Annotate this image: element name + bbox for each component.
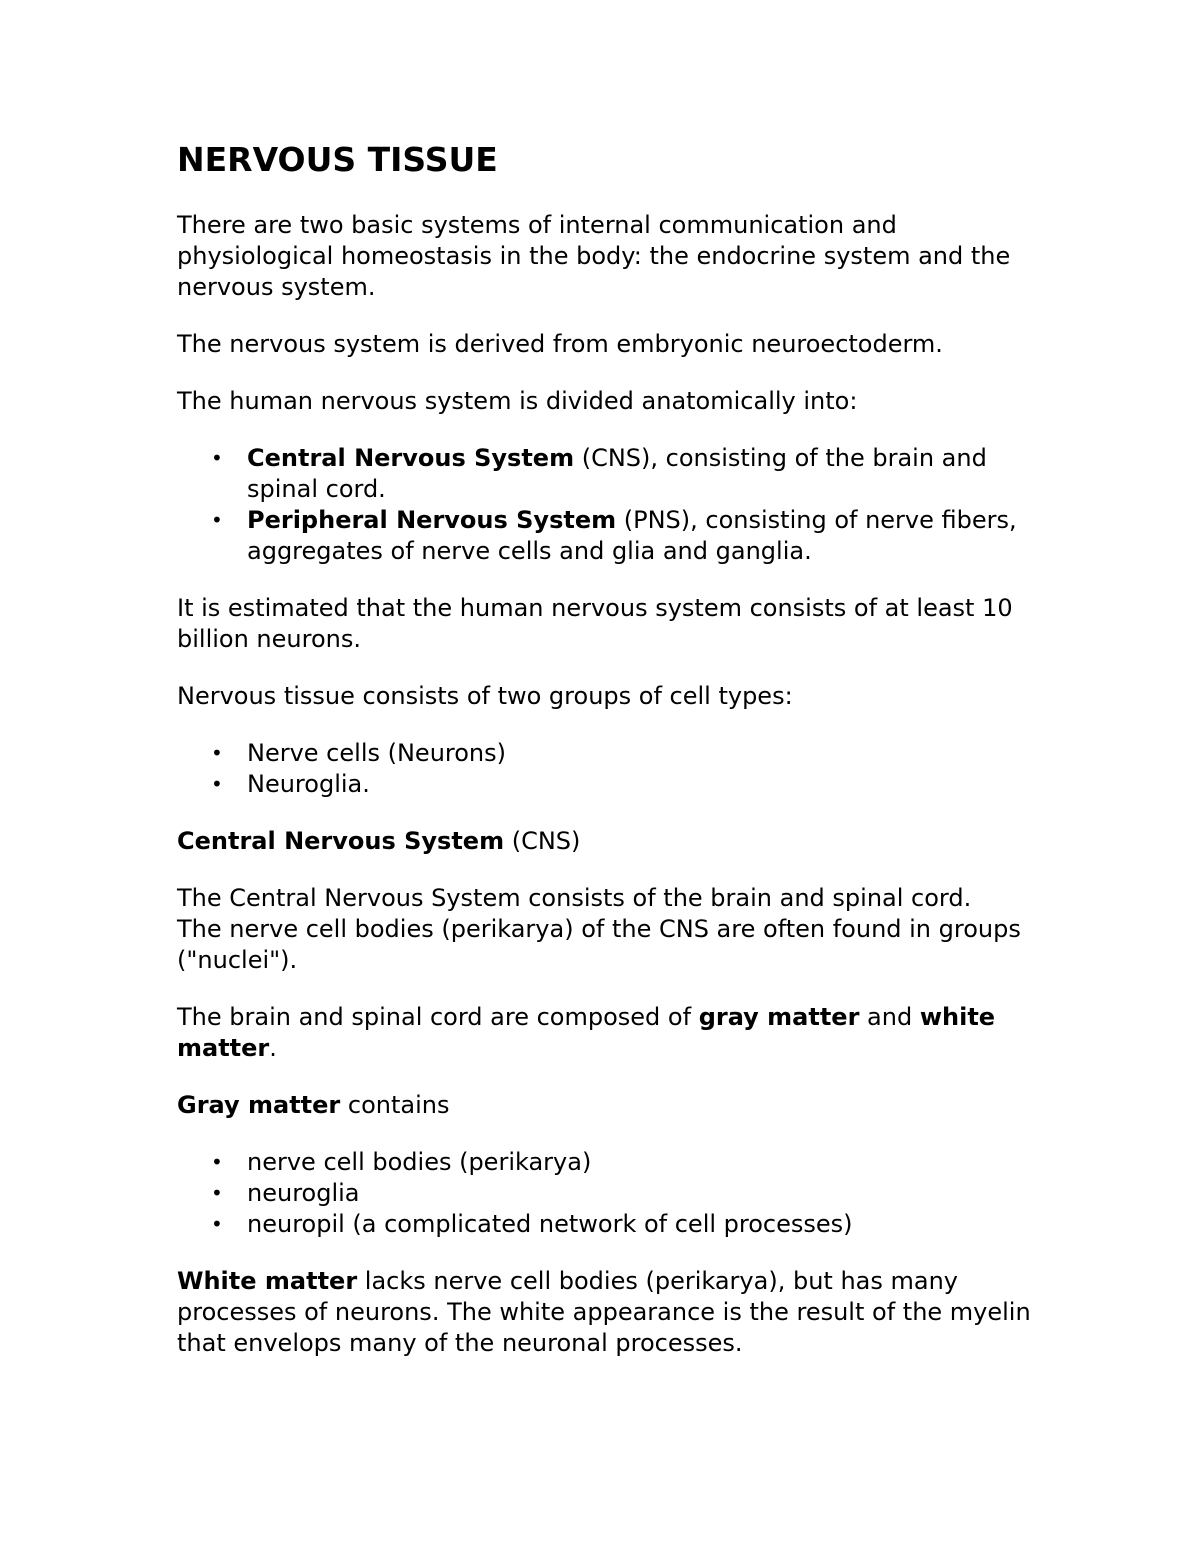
list-item: • neuroglia [247, 1178, 1037, 1209]
term: gray matter [698, 1003, 860, 1031]
term: Gray matter [177, 1091, 341, 1119]
term: white matter [177, 1003, 996, 1062]
text: The brain and spinal cord are composed of [177, 1003, 699, 1031]
gray-matter-list [177, 1147, 1037, 1240]
list-item: • neuropil (a complicated network of cell processes) [247, 1209, 1037, 1240]
cell-groups-list [177, 738, 1037, 800]
document-page [177, 140, 1037, 1385]
list-item [247, 505, 1037, 567]
cns-heading [177, 826, 1037, 857]
origin-paragraph: The nervous system is derived from embryonic neuroectoderm. [177, 330, 943, 358]
white-matter-paragraph [177, 1266, 1037, 1359]
division-intro: The human nervous system is divided anatomically into: [177, 387, 858, 415]
definition: (CNS), consisting of the brain and spinal cord. [247, 444, 987, 503]
definition: (PNS), consisting of nerve fibers, aggregates of nerve cells and glia and ganglia. [247, 506, 1017, 565]
term: White matter [177, 1267, 358, 1295]
cell-groups-intro: Nervous tissue consists of two groups of cell types: [177, 682, 793, 710]
text: and [859, 1003, 920, 1031]
heading-rest: (CNS) [504, 827, 581, 855]
term: Central Nervous System [177, 827, 505, 855]
page-title: NERVOUS TISSUE [177, 140, 498, 179]
list-item [247, 443, 1037, 505]
list-item: • Nerve cells (Neurons) [247, 738, 1037, 769]
list-item: • Neuroglia. [247, 769, 1037, 800]
term: Peripheral Nervous System [247, 506, 617, 534]
divisions-list [177, 443, 1037, 567]
cns-paragraph: The Central Nervous System consists of the brain and spinal cord. [177, 884, 972, 912]
gray-matter-heading [177, 1090, 1037, 1121]
neurons-estimate: It is estimated that the human nervous system consists of at least 10 billion neurons. [177, 594, 1013, 653]
text: lacks nerve cell bodies (perikarya), but has many processes of neurons. The white appearance is the result of the myelin that envelops many of the neuronal processes. [177, 1267, 1031, 1357]
term: Central Nervous System [247, 444, 575, 472]
text: contains [340, 1091, 450, 1119]
list-item: • nerve cell bodies (perikarya) [247, 1147, 1037, 1178]
text: . [269, 1034, 277, 1062]
cns-nuclei-paragraph: The nerve cell bodies (perikarya) of the CNS are often found in groups ("nuclei"). [177, 915, 1021, 974]
intro-paragraph: There are two basic systems of internal communication and physiological homeostasis in the body: the endocrine system and the nervous system. [177, 211, 1011, 301]
matter-paragraph [177, 1002, 1037, 1064]
